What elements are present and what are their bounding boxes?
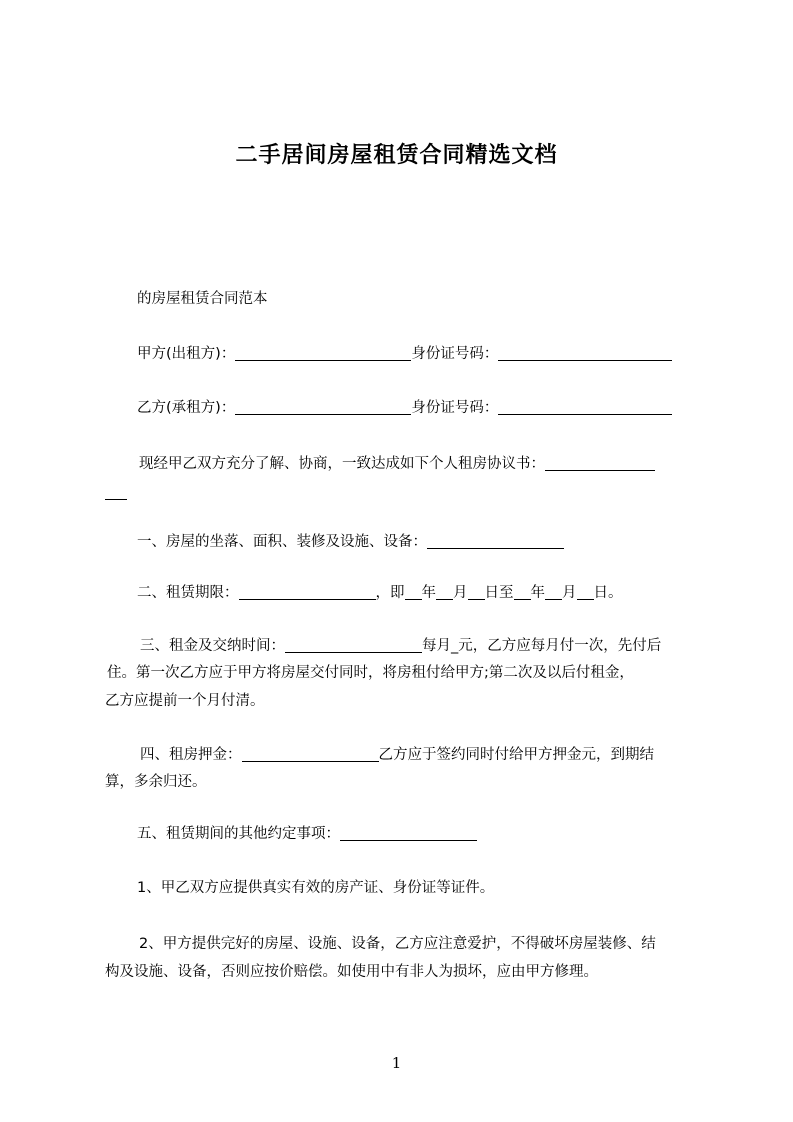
document-title: 二手居间房屋租赁合同精选文档: [235, 143, 558, 168]
clause-2-tail: ，即: [375, 585, 405, 601]
end-day-blank: [577, 583, 594, 600]
start-year-blank: [405, 583, 422, 600]
party-a-name-blank: [235, 344, 411, 361]
clause-2: [137, 578, 737, 608]
party-b-label: 乙方(承租方)：: [137, 400, 236, 416]
end-month-blank: [545, 583, 562, 600]
item-2-line-1: 2、甲方提供完好的房屋、设施、设备，乙方应注意爱护，不得破坏房屋装修、结: [139, 936, 656, 952]
clause-1: [137, 527, 737, 557]
start-month-label: 月: [453, 585, 468, 601]
end-year-label: 年: [530, 585, 545, 601]
intro-line: [139, 449, 739, 479]
clause-5-label: 五、租赁期间的其他约定事项：: [137, 826, 340, 842]
clause-4-line-2: 算，多余归还。: [105, 774, 207, 790]
page-number: 1: [391, 1054, 402, 1072]
document-subtitle: 的房屋租赁合同范本: [137, 291, 268, 307]
start-month-blank: [436, 583, 453, 600]
clause-3-blank: [285, 636, 422, 653]
start-day-blank: [468, 583, 485, 600]
clause-3-line-2: 住。第一次乙方应于甲方将房屋交付同时，将房租付给甲方;第二次及以后付租金，: [107, 665, 634, 681]
clause-2-label: 二、租赁期限：: [137, 585, 239, 601]
clause-5-blank: [340, 824, 477, 841]
party-b-line: [137, 393, 737, 423]
end-year-blank: [514, 583, 531, 600]
clause-3-label: 三、租金及交纳时间：: [140, 638, 285, 654]
party-b-id-label: 身份证号码：: [411, 400, 499, 416]
clause-4-line-1: [140, 740, 740, 770]
clause-4-label: 四、租房押金：: [140, 747, 242, 763]
intro-line-continued: [105, 478, 705, 508]
clause-3-line-3: 乙方应提前一个月付清。: [105, 693, 265, 709]
party-a-id-blank: [498, 344, 672, 361]
end-month-label: 月: [562, 585, 577, 601]
clause-4-blank: [242, 745, 379, 762]
clause-3-line-1: [140, 631, 740, 661]
party-a-line: [137, 339, 737, 369]
clause-4-text-a: 乙方应于签约同时付给甲方押金元，到期结: [378, 747, 654, 763]
party-b-name-blank: [235, 398, 411, 415]
party-b-id-blank: [498, 398, 672, 415]
clause-3-text-a: 每月_元，乙方应每月付一次，先付后: [422, 638, 662, 654]
intro-blank-continued: [105, 483, 127, 500]
intro-text: 现经甲乙双方充分了解、协商，一致达成如下个人租房协议书：: [139, 456, 545, 472]
clause-2-term-blank: [239, 583, 376, 600]
intro-blank: [545, 454, 655, 471]
start-day-label: 日至: [484, 585, 514, 601]
clause-1-blank: [427, 532, 564, 549]
item-1: 1、甲乙双方应提供真实有效的房产证、身份证等证件。: [137, 880, 495, 896]
start-year-label: 年: [421, 585, 436, 601]
item-2-line-2: 构及设施、设备，否则应按价赔偿。如使用中有非人为损坏，应由甲方修理。: [105, 964, 598, 980]
clause-5: [137, 819, 737, 849]
clause-1-label: 一、房屋的坐落、面积、装修及设施、设备：: [137, 534, 427, 550]
party-a-label: 甲方(出租方)：: [137, 346, 236, 362]
party-a-id-label: 身份证号码：: [411, 346, 499, 362]
end-day-label: 日。: [593, 585, 623, 601]
